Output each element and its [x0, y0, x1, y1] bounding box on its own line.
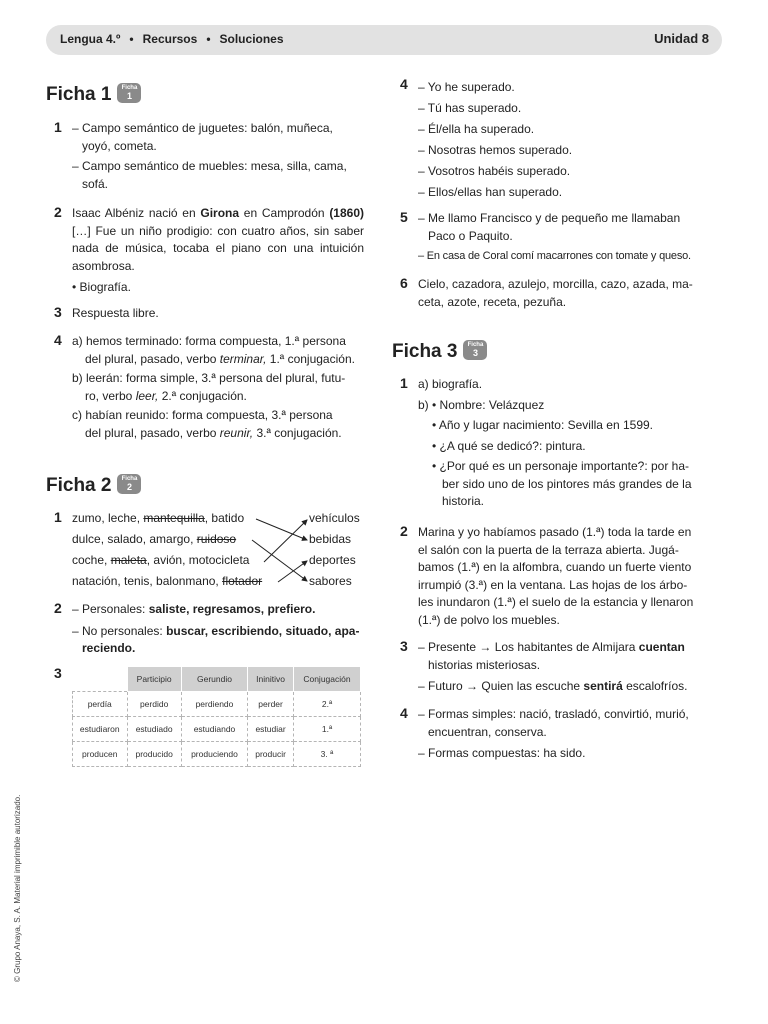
c2-q6-line: ceta, azote, receta, pezuña. [418, 294, 567, 309]
table-cell: producen [73, 741, 128, 766]
text-run: del plural, pasado, verbo [85, 425, 220, 440]
text-run-bold: buscar, escribiendo, situado, apa- [166, 623, 360, 638]
table-cell: produciendo [181, 741, 247, 766]
f2-q2-line [72, 640, 364, 658]
text-run: ro, verbo [85, 388, 136, 403]
text-run: 3.ª conjugación. [253, 425, 342, 440]
text-run-bold: saliste, regresamos, prefiero. [148, 602, 316, 616]
table-header-cell: Participio [127, 667, 181, 692]
header-subject: Lengua 4.º [60, 32, 121, 46]
badge-label: Ficha [121, 475, 138, 482]
f2-q2-number: 2 [54, 600, 62, 616]
c2-q4-line: – Ellos/ellas han superado. [418, 185, 563, 199]
f3-q1-line: a) biografía. [418, 377, 483, 391]
f3-q3-number: 3 [400, 638, 408, 654]
text-run: en Camprodón [239, 206, 330, 220]
f1-q1-line: sofá. [82, 176, 109, 191]
c2-q5-line: – En casa de Coral comí macarrones con tomate y queso. [418, 250, 691, 262]
f3-q2-line: (1.ª) de polvo los muebles. [418, 612, 560, 627]
text-run-bold: Girona [200, 206, 240, 220]
f1-q4-line: a) hemos terminado: forma compuesta, 1.ª persona [72, 334, 346, 348]
c2-q5-number: 5 [400, 209, 408, 225]
f3-q1-line: • Año y lugar nacimiento: Sevilla en 1599. [432, 418, 654, 432]
table-header-cell: Conjugación [293, 667, 360, 692]
text-run-bold: cuentan [638, 640, 685, 654]
c2-q6-line: Cielo, cazadora, azulejo, morcilla, cazo, azada, ma- [418, 277, 693, 291]
strikethrough-word: flotador [222, 574, 263, 588]
text-run: – Futuro → Quien las escuche [418, 679, 584, 693]
table-header-cell: Gerundio [181, 667, 247, 692]
c2-q4-number: 4 [400, 76, 408, 92]
table-row [73, 716, 361, 741]
f3-q2-line: Marina y yo habíamos pasado (1.ª) toda la tarde en [418, 525, 692, 539]
table-cell: perdía [73, 691, 128, 716]
f3-q3-line [418, 678, 710, 696]
text-run: , batido [204, 511, 245, 525]
text-run-bold: (1860) [329, 206, 364, 220]
badge-number: 3 [472, 347, 478, 358]
c2-q4-line: – Él/ella ha superado. [418, 122, 535, 136]
c2-q5-line: – Me llamo Francisco y de pequeño me llamaban [418, 211, 681, 225]
f1-q4-number: 4 [54, 332, 62, 348]
f3-q1-number: 1 [400, 375, 408, 391]
c2-q4-line: – Tú has superado. [418, 101, 522, 115]
table-cell: estudiado [127, 716, 181, 741]
text-run: del plural, pasado, verbo [85, 351, 220, 366]
ficha3-title [392, 341, 487, 363]
badge-number: 1 [126, 90, 132, 101]
f2-q1-number: 1 [54, 509, 62, 525]
f3-q1-line: ber sido uno de los pintores más grandes de la [442, 476, 692, 491]
f3-q1-line: • ¿Por qué es un personaje importante?: por ha- [432, 459, 690, 473]
text-run: 2.ª conjugación. [158, 388, 247, 403]
table-cell: perdido [127, 691, 181, 716]
text-run: zumo, leche, [72, 511, 144, 525]
table-header-cell: Ininitivo [248, 667, 294, 692]
f1-q3-answer: Respuesta libre. [72, 306, 159, 320]
f3-q4-answer [418, 706, 710, 763]
f1-q3-number: 3 [54, 304, 62, 320]
strikethrough-word: maleta [110, 553, 147, 567]
f1-q4-line: c) habían reunido: forma compuesta, 3.ª persona [72, 408, 333, 422]
table-cell: 1.ª [293, 716, 360, 741]
f3-q4-number: 4 [400, 705, 408, 721]
table-cell: 2.ª [293, 691, 360, 716]
f3-q2-number: 2 [400, 523, 408, 539]
table-cell: estudiando [181, 716, 247, 741]
badge-label: Ficha [121, 84, 138, 91]
text-run: – Presente → Los habitantes de Almijara [418, 640, 639, 654]
c2-q6-answer [418, 276, 710, 311]
table-header-empty [73, 667, 128, 692]
c2-q4-line: – Yo he superado. [418, 80, 515, 94]
f3-q2-line: bamos (1.ª) en la alfombra, cuando un fuerte viento [418, 560, 692, 574]
text-run-bold: sentirá [583, 679, 623, 693]
f3-q1-line: historia. [442, 494, 485, 508]
f2-q2-line [72, 601, 364, 619]
f2-q2-answer [72, 601, 364, 658]
table-cell: estudiaron [73, 716, 128, 741]
text-run: – No personales: [72, 623, 167, 638]
header-bullet: • [206, 32, 211, 46]
f2-q3-number: 3 [54, 665, 62, 681]
text-run-italic: terminar, [219, 351, 267, 366]
text-run: , avión, motocicleta [146, 553, 250, 567]
table-cell: producir [248, 741, 294, 766]
f3-q1-line: b) • Nombre: Velázquez [418, 397, 545, 412]
f3-q4-line: – Formas compuestas: ha sido. [418, 746, 586, 760]
f1-q1-number: 1 [54, 119, 62, 135]
matching-target: deportes [309, 553, 356, 567]
f1-q2-number: 2 [54, 204, 62, 220]
f3-q4-line: encuentran, conserva. [428, 724, 547, 739]
matching-arrow [256, 519, 307, 540]
f1-q1-line: – Campo semántico de muebles: mesa, silla, cama, [72, 159, 347, 173]
c2-q4-line: – Nosotras hemos superado. [418, 143, 573, 157]
header-unit: Unidad 8 [654, 31, 709, 46]
c2-q6-number: 6 [400, 275, 408, 291]
header-solutions: Soluciones [219, 32, 284, 46]
strikethrough-word: ruidoso [196, 532, 237, 546]
c2-q4-line: – Vosotros habéis superado. [418, 164, 571, 178]
badge-number: 2 [126, 481, 132, 492]
text-run: natación, tenis, balonmano, [72, 574, 223, 588]
f3-q1-line: • ¿A qué se dedicó?: pintura. [432, 438, 586, 453]
f3-q2-answer [418, 524, 710, 629]
strikethrough-word: mantequilla [143, 511, 205, 525]
matching-arrow [252, 540, 307, 581]
f3-q4-line: – Formas simples: nació, trasladó, convirtió, murió, [418, 707, 689, 721]
c2-q5-line: Paco o Paquito. [428, 228, 513, 243]
text-run-bold: reciendo. [82, 641, 136, 655]
f1-q1-line: yoyó, cometa. [82, 138, 157, 153]
table-row [73, 741, 361, 766]
text-run-italic: leer, [135, 388, 159, 403]
table-cell: 3. ª [293, 741, 360, 766]
matching-target: vehículos [309, 511, 360, 525]
text-run: – Personales: [72, 602, 149, 616]
f1-q2-bullet: • Biografía. [72, 280, 131, 294]
matching-target: bebidas [309, 532, 352, 546]
table-cell: estudiar [248, 716, 294, 741]
f3-q3-line: historias misteriosas. [428, 657, 541, 672]
badge-label: Ficha [467, 341, 484, 348]
table-cell: producido [127, 741, 181, 766]
f3-q1-answer [418, 376, 710, 511]
table-cell: perder [248, 691, 294, 716]
ficha1-title-text: Ficha 1 [46, 84, 112, 105]
header-bullet: • [129, 32, 134, 46]
text-run: Isaac Albéniz nació en [72, 206, 201, 220]
matching-target: sabores [309, 574, 352, 588]
f3-q2-line: el salón con la puerta de la terraza abierta. Jugá- [418, 542, 679, 557]
table-cell: perdiendo [181, 691, 247, 716]
matching-arrow [278, 561, 307, 582]
text-run: coche, [72, 553, 111, 567]
f1-q1-line: – Campo semántico de juguetes: balón, muñeca, [72, 121, 333, 135]
c2-q4-answer [418, 77, 572, 203]
f3-q2-line: les inundaron (1.ª) el suelo de la estancia y llenaron [418, 595, 694, 609]
ficha-badge [463, 340, 487, 360]
f3-q3-answer [418, 639, 710, 696]
conjugation-table [72, 666, 361, 767]
text-run: […] Fue un niño prodigio: con cuatro años, sin saber nada de música, tocaba el piano con una intuición asombrosa. [72, 223, 364, 273]
f3-q3-line [418, 639, 710, 657]
text-run: dulce, salado, amargo, [72, 532, 197, 546]
table-row [73, 691, 361, 716]
f2-q2-line [72, 623, 364, 641]
ficha2-title-text: Ficha 2 [46, 475, 112, 496]
c2-q5-answer [418, 210, 710, 266]
ficha3-title-text: Ficha 3 [392, 341, 458, 362]
copyright-note: © Grupo Anaya, S. A. Material imprimible autorizado. [13, 794, 22, 982]
f1-q4-line: b) leerán: forma simple, 3.ª persona del plural, futu- [72, 371, 346, 385]
f3-q2-line: irrumpió (3.ª) en la ventana. Las hojas de los árbo- [418, 577, 688, 592]
table-header-row [73, 667, 361, 692]
matching-arrow [264, 520, 307, 562]
text-run-italic: reunir, [219, 425, 254, 440]
header-resources: Recursos [142, 32, 198, 46]
text-run: 1.ª conjugación. [266, 351, 355, 366]
text-run: escalofríos. [622, 679, 688, 693]
